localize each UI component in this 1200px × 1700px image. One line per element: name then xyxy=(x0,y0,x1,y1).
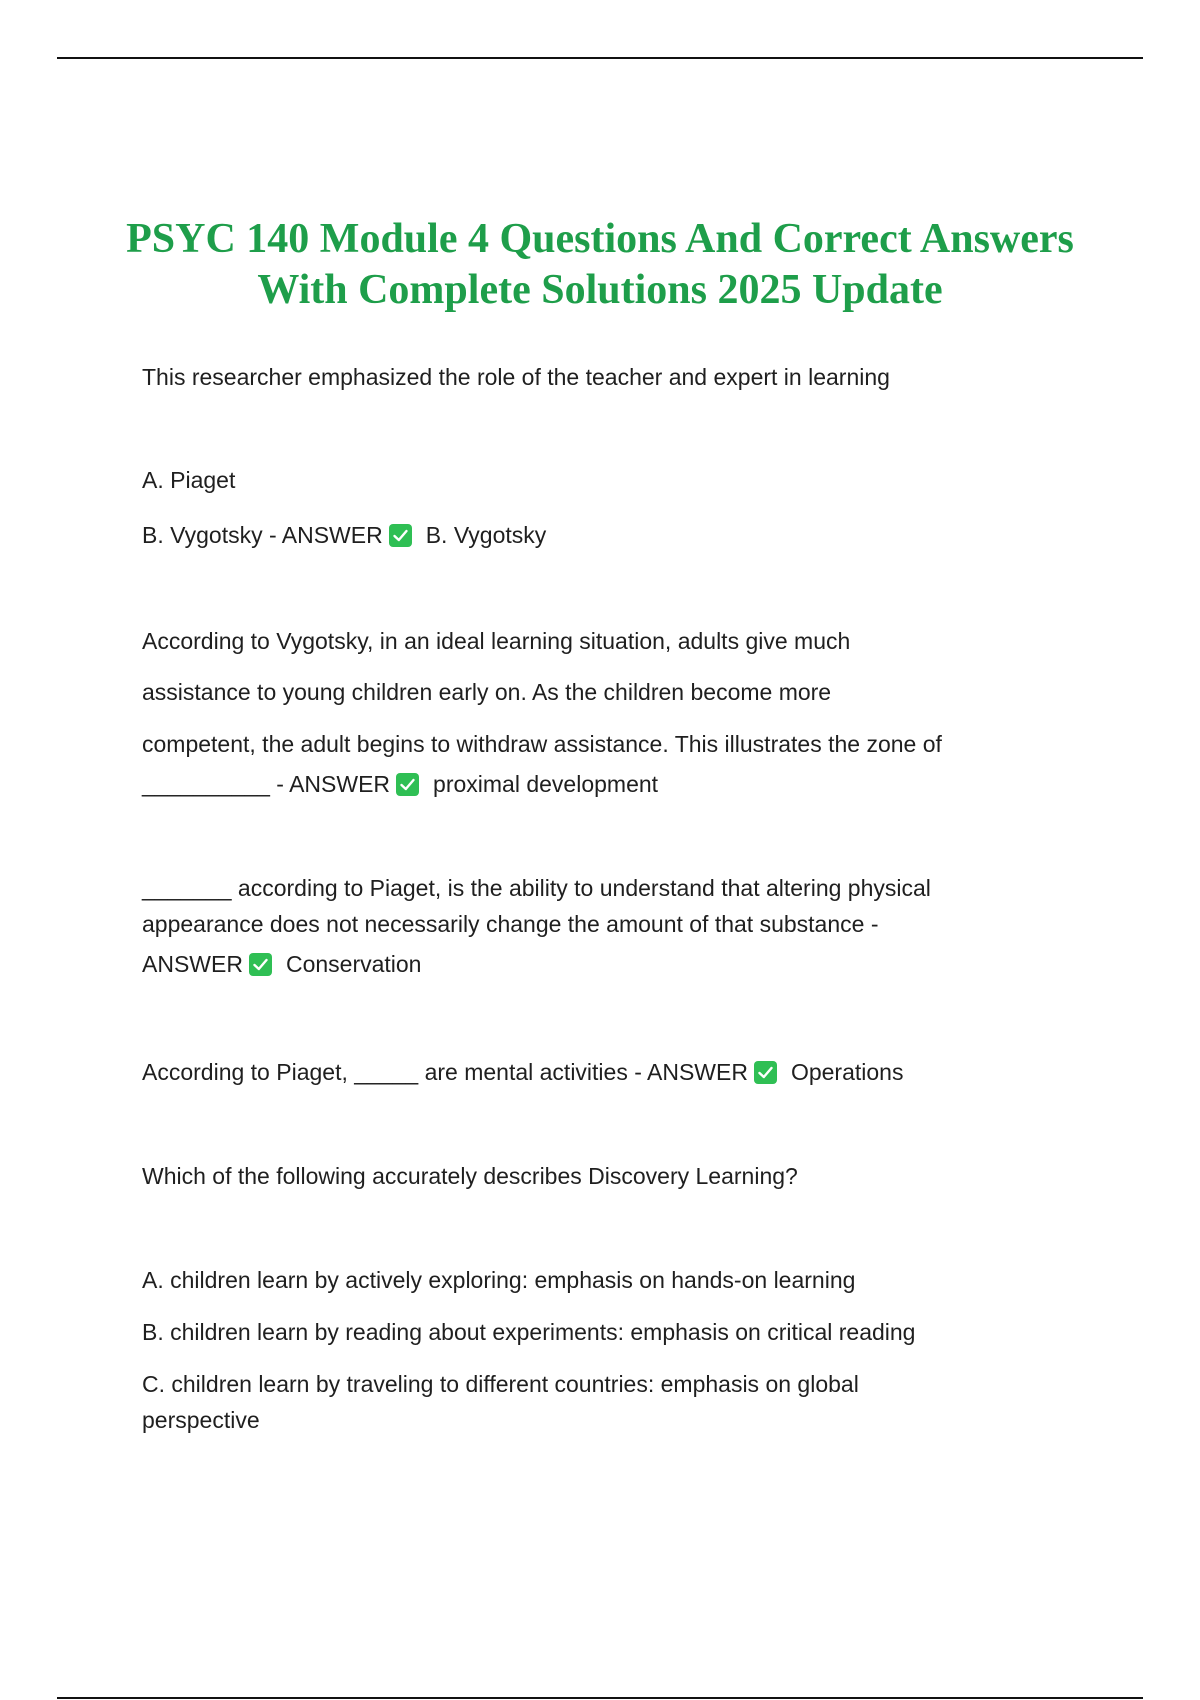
question-1-answer-line xyxy=(142,518,546,552)
document-title: PSYC 140 Module 4 Questions And Correct Answers With Complete Solutions 2025 Update xyxy=(126,216,1074,313)
question-4-text: According to Piaget, _____ are mental activities - ANSWER xyxy=(142,1059,748,1085)
question-3-line-1: _______ according to Piaget, is the ability to understand that altering physical xyxy=(142,875,931,901)
question-3-line-2: appearance does not necessarily change the amount of that substance - xyxy=(142,911,879,937)
check-box-icon xyxy=(389,524,412,547)
question-2-answer: proximal development xyxy=(433,771,659,797)
question-1-option-a: A. Piaget xyxy=(142,467,236,493)
question-1-option-b: B. Vygotsky - ANSWER xyxy=(142,522,383,548)
check-box-icon xyxy=(754,1061,777,1084)
question-1-text: This researcher emphasized the role of the teacher and expert in learning xyxy=(142,364,890,390)
top-divider xyxy=(57,57,1143,59)
question-3-line-3: ANSWER xyxy=(142,951,243,977)
question-5-option-c-line-2: perspective xyxy=(142,1407,260,1433)
question-5-option-b: B. children learn by reading about experiments: emphasis on critical reading xyxy=(142,1319,916,1345)
question-1-answer: B. Vygotsky xyxy=(425,522,547,548)
question-2-line-1: According to Vygotsky, in an ideal learning situation, adults give much xyxy=(142,628,851,654)
question-3-answer-line xyxy=(142,947,421,981)
question-2-answer-line xyxy=(142,767,658,801)
question-5-text: Which of the following accurately describes Discovery Learning? xyxy=(142,1163,798,1189)
bottom-divider xyxy=(57,1697,1143,1699)
question-3-answer: Conservation xyxy=(285,951,422,977)
question-4-answer-line xyxy=(142,1055,903,1089)
check-box-icon xyxy=(396,773,419,796)
check-box-icon xyxy=(249,953,272,976)
question-2-line-3: competent, the adult begins to withdraw assistance. This illustrates the zone of xyxy=(142,731,942,757)
question-4-answer: Operations xyxy=(790,1059,904,1085)
question-2-line-4: __________ - ANSWER xyxy=(142,771,391,797)
question-2-line-2: assistance to young children early on. As the children become more xyxy=(142,679,832,705)
question-5-option-c-line-1: C. children learn by traveling to different countries: emphasis on global xyxy=(142,1371,859,1397)
question-5-option-a: A. children learn by actively exploring: emphasis on hands-on learning xyxy=(142,1267,856,1293)
